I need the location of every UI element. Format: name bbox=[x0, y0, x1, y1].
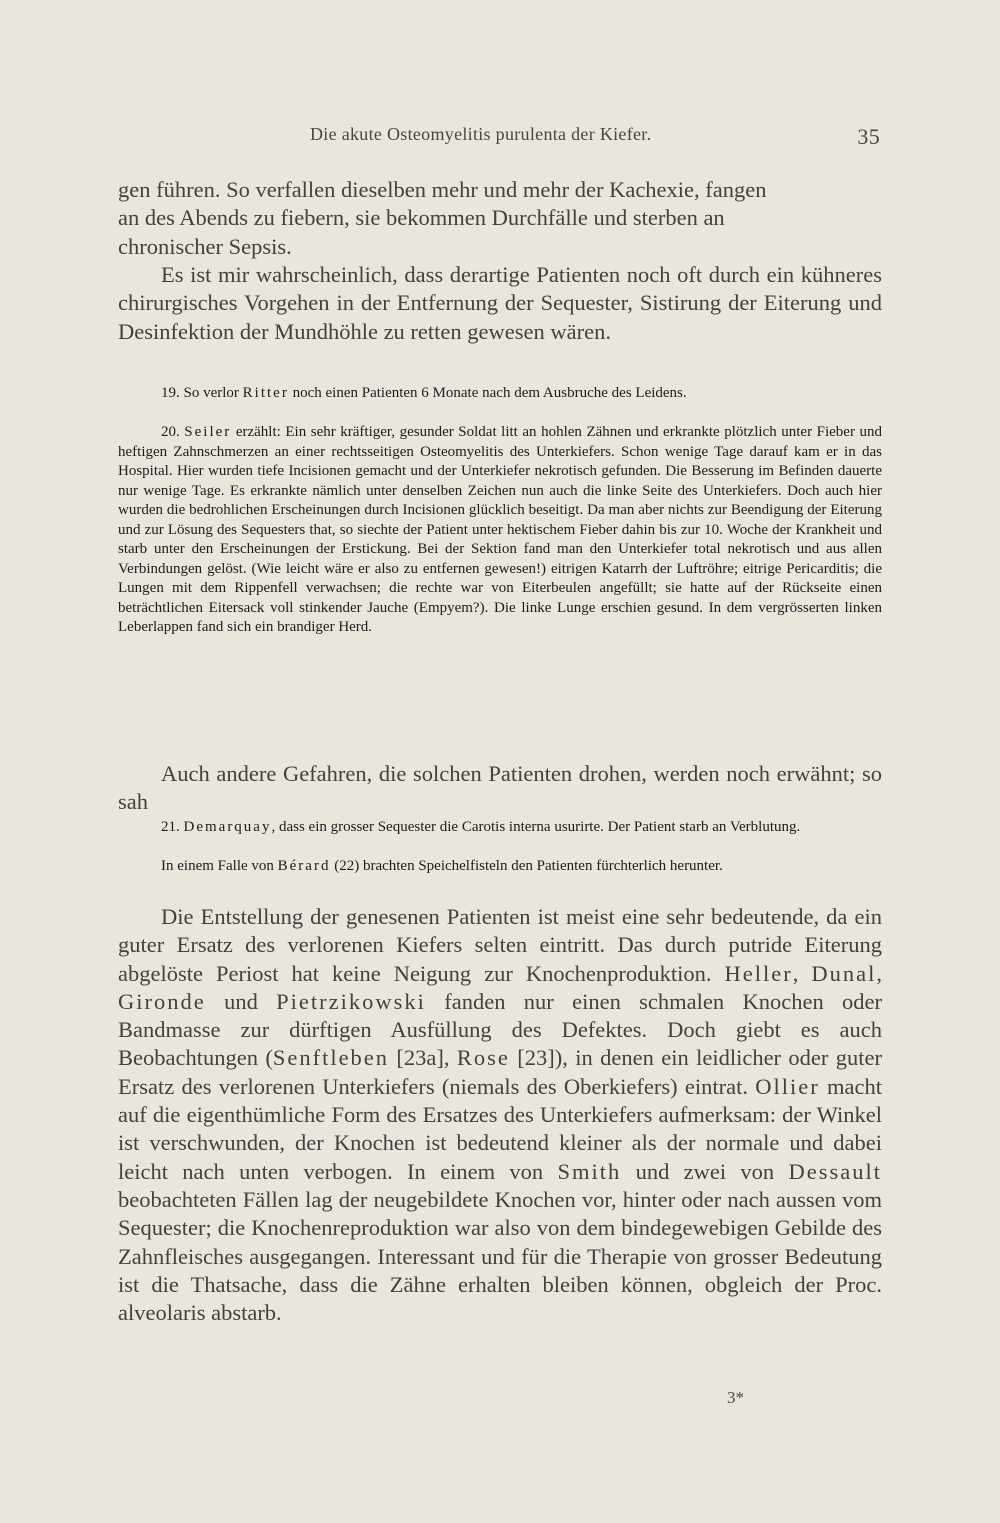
author-name: Smith bbox=[557, 1158, 622, 1184]
case-text: noch einen Patienten 6 Monate nach dem Ausbruche des Leidens. bbox=[288, 385, 687, 401]
paragraph-dangers bbox=[118, 760, 882, 817]
author-name: Seiler bbox=[184, 424, 232, 440]
case-21 bbox=[118, 818, 882, 838]
case-prefix: 19. So verlor bbox=[161, 385, 243, 401]
author-name: Gironde bbox=[118, 988, 206, 1014]
signature-mark: 3* bbox=[727, 1388, 744, 1407]
paragraph-disfigurement bbox=[118, 903, 882, 1327]
author-name: Ritter bbox=[242, 385, 289, 401]
paragraph-line: chronischer Sepsis. bbox=[118, 233, 292, 259]
text-run: Die Entstellung der genesenen Patienten ist meist eine sehr bedeutende, da ein guter Ersatz des verlorenen Kiefers selten eintritt. Das durch putride Eiterung abgelöste Periost hat keine Neigung zur Knochenproduktion. bbox=[118, 904, 882, 986]
author-name: Demarquay bbox=[183, 819, 272, 835]
case-prefix: 21. bbox=[161, 819, 184, 835]
text-run: fanden nur einen schmalen Knochen oder Bandmasse zur dürftigen Ausfüllung des Defektes. Doch giebt es auch Beobachtungen ( bbox=[118, 988, 883, 1071]
author-name: Senftleben bbox=[272, 1045, 390, 1071]
author-name: Bérard bbox=[277, 858, 331, 874]
paragraph-text: Auch andere Gefahren, die solchen Patienten drohen, werden noch erwähnt; so sah bbox=[118, 761, 882, 815]
author-name: Dunal bbox=[811, 960, 877, 986]
case-text: erzählt: Ein sehr kräftiger, gesunder Soldat litt an hohlen Zähnen und erkrankte plötzlich unter Fieber und heftigen Zahnschmerzen an einer rechtsseitigen Osteomyelitis des Unterkiefers. Schon wenige Tage darauf kam er in das Hospital. Hier wurden tiefe Incisionen gemacht und der Unterkiefer nekrotisch gefunden. Die Besserung im Befinden dauerte nur wenige Tage. Es erkrankte nämlich unter denselben Zeichen nun auch die linke Seite des Unterkiefers. Doch auch hier wurden die bedrohlichen Erscheinungen durch Incisionen glücklich beseitigt. Da man aber nichts zur Beendigung der Eiterung und zur Lösung des Sequesters that, so siechte der Patient unter hektischem Fieber dahin bis zur 10. Woche der Krankheit und starb unter den Erscheinungen der Erstickung. Bei der Sektion fand man den Unterkiefer total nekrotisch und aus allen Verbindungen gelöst. (Wie leicht wäre er also zu entfernen gewesen!) eitrigen Katarrh der Luftröhre; eitrige Pericarditis; die Lungen mit dem Rippenfell verwachsen; die rechte war von Eiterbeulen angefüllt; sie hatte auf der Rückseite einen beträchtlichen Eitersack voll stinkender Jauche (Empyem?). Die linke Lunge erschien gesund. In dem vergrösserten linken Leberlappen fand sich ein brandiger Herd. bbox=[118, 424, 882, 635]
text-run: [23a], bbox=[389, 1045, 457, 1071]
case-text: In einem Falle von bbox=[161, 858, 278, 874]
author-name: Heller bbox=[724, 960, 793, 986]
case-text: (22) brachten Speichelfisteln den Patienten fürchterlich herunter. bbox=[330, 858, 723, 874]
running-head bbox=[310, 124, 880, 149]
paragraph-text: Es ist mir wahrscheinlich, dass derartige Patienten noch oft durch ein kühneres chirurgisches Vorgehen in der Entfernung der Sequester, Sistirung der Eiterung und Desinfektion der Mundhöhle zu retten gewesen wären. bbox=[118, 262, 882, 344]
text-run: macht auf die eigenthümliche Form des Ersatzes des Unterkiefers aufmerksam: der Winkel ist verschwunden, der Knochen ist bedeutend kleiner als der normale und dabei leicht nach unten verbogen. In einem von bbox=[118, 1073, 882, 1184]
case-text: , dass ein grosser Sequester die Carotis interna usurirte. Der Patient starb an Verblutung. bbox=[271, 819, 801, 835]
text-run: beobachteten Fällen lag der neugebildete Knochen vor, hinter oder nach aussen vom Sequester; die Knochenreproduktion war also von dem bindegewebigen Gebilde des Zahnfleisches ausgegangen. Interessant und für die Therapie von grosser Bedeutung ist die Thatsache, dass die Zähne erhalten bleiben können, obgleich der Proc. alveolaris abstarb. bbox=[118, 1186, 882, 1326]
paragraph-probability bbox=[118, 261, 882, 346]
continued-paragraph bbox=[118, 176, 882, 261]
paragraph-line: gen führen. So verfallen dieselben mehr und mehr der Kachexie, fangen bbox=[118, 177, 767, 202]
page-number: 35 bbox=[857, 124, 880, 149]
paragraph-text bbox=[118, 903, 882, 1327]
author-name: Ollier bbox=[755, 1073, 820, 1099]
running-head-title: Die akute Osteomyelitis purulenta der Kiefer. bbox=[310, 124, 652, 144]
text-run: und zwei von bbox=[621, 1158, 789, 1184]
paragraph-line: an des Abends zu fiebern, sie bekommen Durchfälle und sterben an bbox=[118, 205, 725, 231]
case-20 bbox=[118, 423, 882, 638]
author-name: Rose bbox=[456, 1045, 510, 1071]
author-name: Pietrzikowski bbox=[276, 988, 426, 1014]
case-22 bbox=[118, 857, 882, 877]
text-run: , bbox=[792, 960, 812, 986]
case-prefix: 20. bbox=[161, 424, 185, 440]
author-name: Dessault bbox=[788, 1158, 882, 1184]
text-run: und bbox=[205, 988, 277, 1014]
text-run: [23]), in denen ein leidlicher oder guter Ersatz des verlorenen Unterkiefers (niemals des Oberkiefers) eintrat. bbox=[118, 1045, 883, 1099]
case-19 bbox=[118, 384, 882, 404]
text-run: , bbox=[876, 960, 883, 986]
